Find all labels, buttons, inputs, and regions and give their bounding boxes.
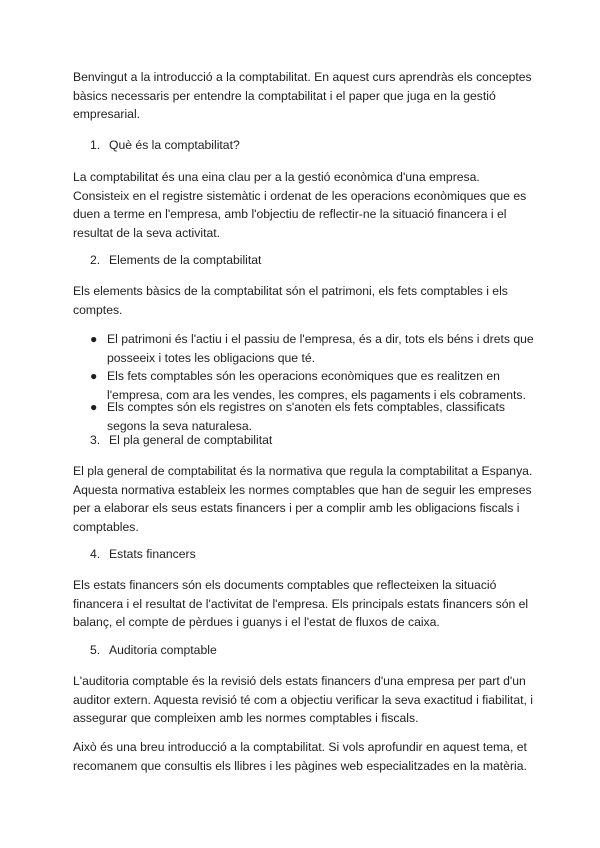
intro-paragraph: Benvingut a la introducció a la comptabilitat. En aquest curs aprendràs els conceptes bàsics necessaris per entendre la comptabilitat i el paper que juga en la gestió empresarial. [73,70,532,122]
bullet-icon: ● [90,332,98,346]
bullet-icon: ● [90,400,98,414]
bullet-item-3 [90,398,535,435]
section-title: Auditoria comptable [109,643,217,657]
section-3-body: El pla general de comptabilitat és la normativa que regula la comptabilitat a Espanya. Aquesta normativa estableix les normes comptables que han de seguir les empreses per a elaborar els seus estats financers i per a complir amb les obligacions fiscals i comptables. [73,464,533,535]
section-number: 3. [90,433,101,447]
bullet-icon: ● [90,369,98,383]
section-title: Què és la comptabilitat? [109,138,240,152]
bullet-text: Els fets comptables són les operacions econòmiques que es realitzen en l'empresa, com ara les vendes, les compres, els pagaments i els cobraments. [107,369,526,402]
section-title: El pla general de comptabilitat [109,433,273,447]
section-heading-2 [90,251,261,270]
section-heading-1 [90,136,240,155]
section-5-body: L'auditoria comptable és la revisió dels estats financers d'una empresa per part d'un auditor extern. Aquesta revisió té com a objectiu verificar la seva exactitud i fiabilitat, i assegurar que compleixen amb les normes comptables i fiscals. [73,674,533,726]
bullet-item-1 [90,330,535,367]
bullet-text: Els comptes són els registres on s'anoten els fets comptables, classificats segons la seva naturalesa. [107,400,505,433]
section-number: 4. [90,547,101,561]
section-number: 5. [90,643,101,657]
closing-paragraph: Això és una breu introducció a la comptabilitat. Si vols aprofundir en aquest tema, et recomanem que consultis els llibres i les pàgines web especialitzades en la matèria. [73,740,527,773]
bullet-text: El patrimoni és l'actiu i el passiu de l'empresa, és a dir, tots els béns i drets que posseeix i totes les obligacions que té. [107,332,534,365]
section-1-body: La comptabilitat és una eina clau per a la gestió econòmica d'una empresa. Consisteix en el registre sistemàtic i ordenat de les operacions econòmiques que es duen a terme en l'empresa, amb l'objectiu de reflectir-ne la situació financera i el resultat de la seva activitat. [73,170,527,241]
section-number: 1. [90,138,101,152]
section-title: Estats financers [109,547,196,561]
section-heading-4 [90,545,196,564]
section-4-body: Els estats financers són els documents comptables que reflecteixen la situació financera i el resultat de l'activitat de l'empresa. Els principals estats financers són el balanç, el compte de pèrdues i guanys i el l'estat de fluxos de caixa. [73,578,529,630]
section-heading-3 [90,431,272,450]
section-2-body: Els elements bàsics de la comptabilitat són el patrimoni, els fets comptables i els comptes. [73,284,508,317]
section-number: 2. [90,253,101,267]
section-heading-5 [90,641,217,660]
section-title: Elements de la comptabilitat [109,253,262,267]
